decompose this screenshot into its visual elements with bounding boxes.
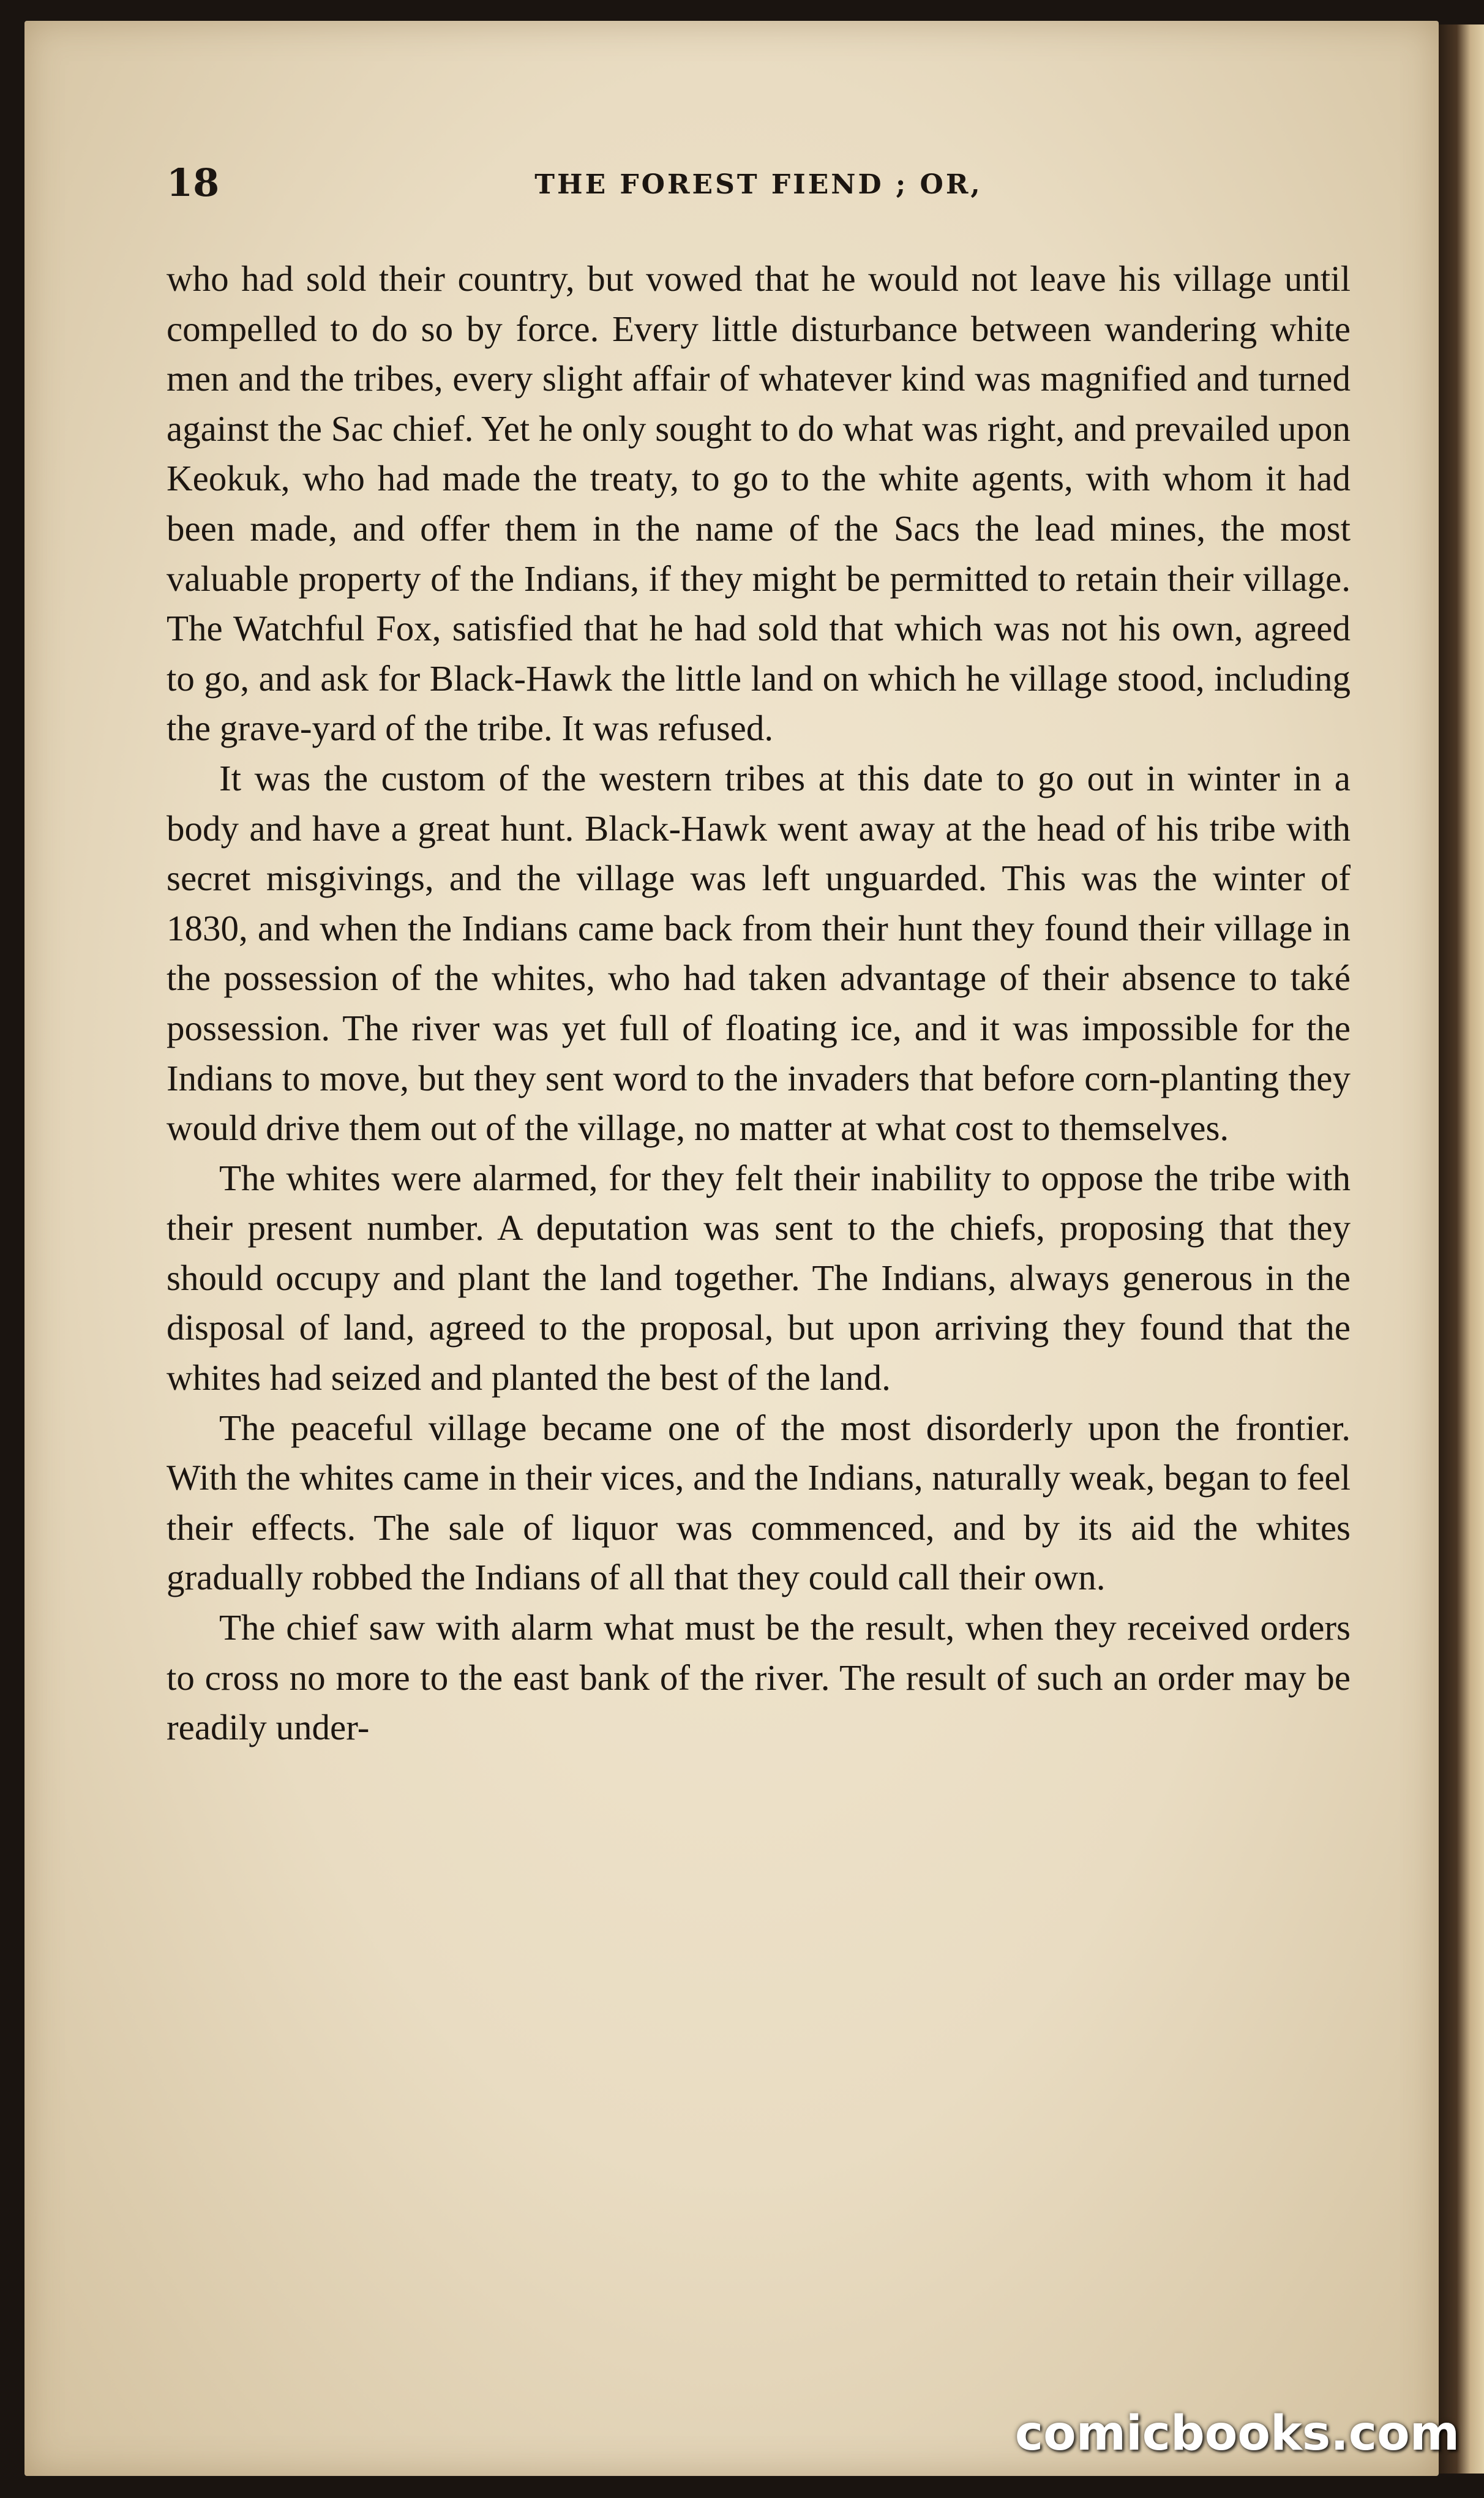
paragraph-1: who had sold their country, but vowed that he would not leave his village until compelled to do so by force. Every little disturbance between wandering white men and the tribes, every slight affair of whatever kind was magnified and turned against the Sac chief. Yet he only sought to do what was right, and prevailed upon Keokuk, who had made the treaty, to go to the white agents, with whom it had been made, and offer them in the name of the Sacs the lead mines, the most valuable property of the Indians, if they might be permitted to retain their village. The Watchful Fox, satisfied that he had sold that which was not his own, agreed to go, and ask for Black-Hawk the little land on which he village stood, including the grave-yard of the tribe. It was refused. — [167, 258, 1351, 749]
paragraph-2: It was the custom of the western tribes at this date to go out in winter in a body and have a great hunt. Black-Hawk went away at the head of his tribe with secret misgivings, and the village was left unguarded. This was the winter of 1830, and when the Indians came back from their hunt they found their village in the possession of the whites, who had taken advantage of their absence to také possession. The river was yet full of floating ice, and it was impossible for the Indians to move, but they sent word to the invaders that before corn-planting they would drive them out of the village, no matter at what cost to themselves. — [167, 757, 1351, 1149]
page-header — [167, 160, 1351, 209]
body-text — [167, 254, 1351, 1753]
page-number: 18 — [167, 160, 220, 205]
paragraph-4: The peaceful village became one of the most disorderly upon the frontier. With the whites came in their vices, and the Indians, naturally weak, began to feel their effects. The sale of liquor was commenced, and by its aid the whites gradually robbed the Indians of all that they could call their own. — [167, 1407, 1351, 1598]
paragraph-5: The chief saw with alarm what must be the result, when they received orders to cross no more to the east bank of the river. The result of such an order may be readily under- — [167, 1607, 1351, 1748]
watermark-logo: comicbooks.com — [1014, 2406, 1460, 2461]
book-spine-edge — [1439, 24, 1484, 2474]
running-head: THE FOREST FIEND ; OR, — [534, 169, 983, 200]
paragraph-3: The whites were alarmed, for they felt their inability to oppose the tribe with their present number. A deputation was sent to the chiefs, proposing that they should occupy and plant the land together. The Indians, always generous in the disposal of land, agreed to the proposal, but upon arriving they found that the whites had seized and planted the best of the land. — [167, 1157, 1351, 1398]
